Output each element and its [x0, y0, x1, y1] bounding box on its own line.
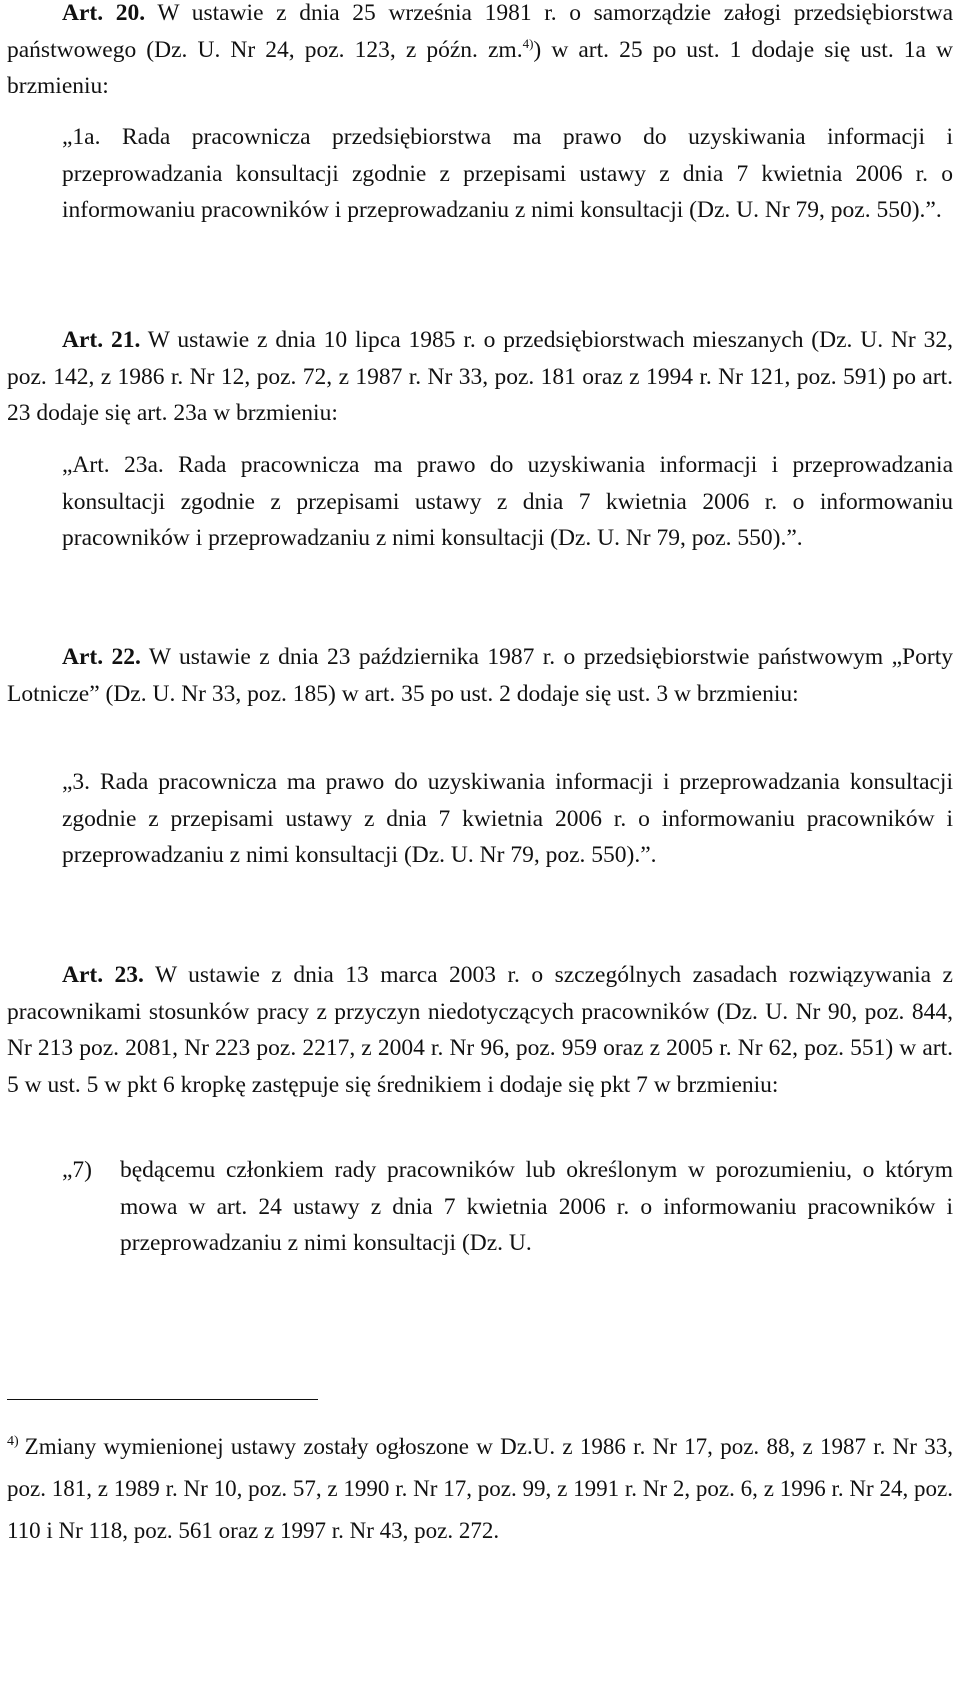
art-22-number: Art. 22. — [62, 644, 141, 670]
art-21-number: Art. 21. — [62, 327, 141, 353]
footnote-separator — [7, 1399, 318, 1400]
point-7-number: „7) — [62, 1157, 93, 1183]
art-22-text: W ustawie z dnia 23 października 1987 r. o przedsiębiorstwie państwowym „Porty Lotnicze” (Dz. U. Nr 33, poz. 185) w art. 35 po ust. 2 dodaje się ust. 3 w brzmieniu: — [7, 644, 953, 707]
art-21-quote-text: Rada pracownicza ma prawo do uzyskiwania informacji i przeprowadzania konsultacji zgodnie z przepisami ustawy z dnia 7 kwietnia 2006 r. o informowaniu pracowników i przeprowadzaniu z nimi konsultacji (Dz. U. Nr 79, poz. 550).”. — [62, 452, 953, 552]
art-22-quote-number: „3. — [62, 769, 91, 795]
art-23-number: Art. 23. — [62, 962, 144, 988]
footnote-4 — [7, 1426, 953, 1552]
art-23-text: W ustawie z dnia 13 marca 2003 r. o szczególnych zasadach rozwiązywania z pracownikami stosunków pracy z przyczyn niedotyczących pracowników (Dz. U. Nr 90, poz. 844, Nr 213 poz. 2081, Nr 223 poz. 2217, z 2004 r. Nr 96, poz. 959 oraz z 2005 r. Nr 62, poz. 551) w art. 5 w ust. 5 w pkt 6 kropkę zastępuje się średnikiem i dodaje się pkt 7 w brzmieniu: — [7, 962, 953, 1098]
art-22-paragraph — [7, 639, 953, 712]
art-20-number: Art. 20. — [62, 0, 146, 26]
footnote-marker: 4) — [7, 1434, 19, 1449]
art-20-quote-number: „1a. — [62, 124, 101, 150]
art-20-quote-text: Rada pracownicza przedsiębiorstwa ma prawo do uzyskiwania informacji i przeprowadzania konsultacji zgodnie z przepisami ustawy z dnia 7 kwietnia 2006 r. o informowaniu pracowników i przeprowadzaniu z nimi konsultacji (Dz. U. Nr 79, poz. 550).”. — [62, 124, 953, 224]
art-21-paragraph — [7, 322, 953, 432]
art-23-paragraph — [7, 957, 953, 1103]
art-21-quote-number: „Art. 23a. — [62, 452, 164, 478]
art-20-quoted-paragraph — [62, 119, 953, 229]
art-21-quoted-paragraph — [62, 447, 953, 557]
art-21-text: W ustawie z dnia 10 lipca 1985 r. o przedsiębiorstwach mieszanych (Dz. U. Nr 32, poz. 142, z 1986 r. Nr 12, poz. 72, z 1987 r. Nr 33, poz. 181 oraz z 1994 r. Nr 121, poz. 591) po art. 23 dodaje się art. 23a w brzmieniu: — [7, 327, 953, 427]
point-7-text: będącemu członkiem rady pracowników lub określonym w porozumieniu, o którym mowa w art. 24 ustawy z dnia 7 kwietnia 2006 r. o informowaniu pracowników i przeprowadzaniu z nimi konsultacji (Dz. U. — [120, 1157, 953, 1257]
art-22-quote-text: Rada pracownicza ma prawo do uzyskiwania informacji i przeprowadzania konsultacji zgodnie z przepisami ustawy z dnia 7 kwietnia 2006 r. o informowaniu pracowników i przeprowadzaniu z nimi konsultacji (Dz. U. Nr 79, poz. 550).”. — [62, 769, 953, 869]
footnote-text: Zmiany wymienionej ustawy zostały ogłoszone w Dz.U. z 1986 r. Nr 17, poz. 88, z 1987 r. Nr 33, poz. 181, z 1989 r. Nr 10, poz. 57, z 1990 r. Nr 17, poz. 99, z 1991 r. Nr 2, poz. 6, z 1996 r. Nr 24, poz. 110 i Nr 118, poz. 561 oraz z 1997 r. Nr 43, poz. 272. — [7, 1434, 953, 1543]
art-20-text-a: W ustawie z dnia 25 września 1981 r. o samorządzie załogi przedsiębiorstwa państwowego (Dz. U. Nr 24, poz. 123, z późn. zm. — [7, 0, 953, 63]
art-22-quoted-paragraph — [62, 764, 953, 874]
footnote-ref-4: 4) — [522, 35, 534, 51]
art-20-text-b: ) w art. 25 po ust. 1 dodaje się ust. 1a w brzmieniu: — [7, 36, 953, 100]
art-20-paragraph — [7, 0, 953, 105]
